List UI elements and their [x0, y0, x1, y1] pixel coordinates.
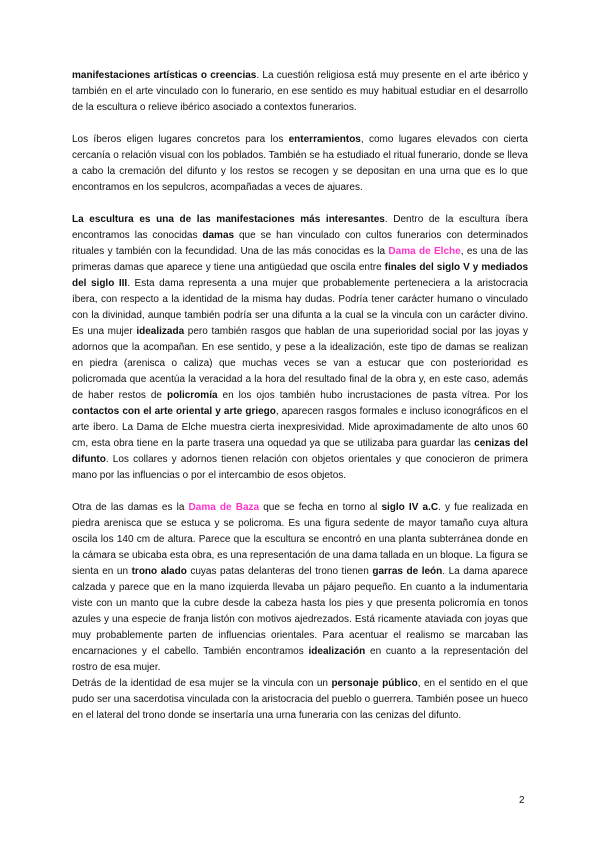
bold-phrase: siglo IV a.C: [381, 502, 439, 513]
text-run: Otra de las damas es la: [72, 502, 189, 513]
highlight-dama-de-baza: Dama de Baza: [188, 502, 260, 513]
text-run: Los íberos eligen lugares concretos para los: [72, 134, 289, 145]
text-run: , es una de las primeras damas que aparece y tiene una antigüedad que oscila entre: [72, 246, 529, 273]
text-run: pero también rasgos que hablan de una superioridad social por las joyas y adornos que la acompañan. En ese sentido, y pese a la idealización, este tipo de damas se realizan en piedra (arenisca o caliza) que muchas veces se van a estucar que con posterioridad es policromada que acentúa la veracidad a la hora del resultado final de la obra y, en este caso, además de haber restos de: [72, 326, 528, 401]
text-run: , en el sentido en el que pudo ser una sacerdotisa vinculada con la aristocracia del pueblo o guerrera. También posee un hueco en el lateral del trono donde se insertaría una urna funeraria con las cenizas del difunto.: [72, 678, 529, 721]
text-run: . Dentro de la escultura íbera encontramos las conocidas: [72, 214, 528, 241]
text-run: cuyas patas delanteras del trono tienen: [186, 566, 373, 577]
bold-phrase: enterramientos: [288, 134, 361, 145]
bold-phrase: cenizas del difunto: [72, 438, 529, 465]
text-run: . La dama aparece calzada y parece que en la mano izquierda llevaba un pájaro pequeño. En cuanto a la indumentaria viste con un manto que la cubre desde la cabeza hasta los pies y que presenta policromía en tonos azules y una especie de franja listón con motivos ajedrezados. Está ricamente ataviada con joyas que muy probablemente parten de influencias orientales. Para acentuar el realismo se marcaban las encarnaciones y el cabello. También encontramos: [72, 566, 528, 657]
paragraph-personaje-publico: [72, 676, 528, 724]
bold-phrase: manifestaciones artísticas o creencias: [72, 70, 257, 81]
document-page: [72, 68, 528, 724]
bold-phrase: idealización: [308, 646, 366, 657]
text-run: en cuanto a la representación del rostro de esa mujer.: [72, 646, 528, 673]
paragraph-dama-de-elche: [72, 212, 528, 484]
bold-phrase: trono alado: [131, 566, 187, 577]
bold-phrase: finales del siglo V y mediados del siglo III: [72, 262, 529, 289]
page-number: 2: [519, 795, 525, 806]
bold-phrase: La escultura es una de las manifestaciones más interesantes: [72, 214, 385, 225]
text-run: . La cuestión religiosa está muy presente en el arte ibérico y también en el arte vinculado con lo funerario, en ese sentido es muy habitual estudiar en el desarrollo de la escultura o relieve ibérico asociado a contextos funerarios.: [72, 70, 528, 113]
text-run: en los ojos también hubo incrustaciones de pasta vítrea. Por los: [217, 390, 528, 401]
text-run: Detrás de la identidad de esa mujer se la vincula con un: [72, 678, 332, 689]
paragraph-burials: [72, 132, 528, 196]
bold-phrase: garras de león: [372, 566, 443, 577]
text-run: que se fecha en torno al: [259, 502, 382, 513]
paragraph-religion: [72, 68, 528, 116]
text-run: . y fue realizada en piedra arenisca que se estuca y se policroma. Es una figura sedente de mayor tamaño cuya altura oscila los 140 cm de altura. Parece que la escultura se encontró en una planta subterránea donde en la cámara se ubicaba esta obra, es una representación de una dama tallada en un bloque. La figura se sienta en un: [72, 502, 529, 577]
bold-phrase: policromía: [166, 390, 218, 401]
text-run: , como lugares elevados con cierta cercanía o relación visual con los poblados. También se ha estudiado el ritual funerario, donde se lleva a cabo la cremación del difunto y los restos se recogen y se depositan en una urna que es lo que encontramos en los sepulcros, acompañadas a veces de ajuares.: [72, 134, 528, 193]
bold-phrase: idealizada: [136, 326, 185, 337]
text-run: . Esta dama representa a una mujer que probablemente perteneciera a la aristocracia íbera, con respecto a la identidad de la misma hay dudas. Podría tener carácter humano o vinculado con la divinidad, aunque también podría ser una difunta a la cual se la vincula con un carácter divino. Es una mujer: [72, 278, 528, 337]
bold-phrase: contactos con el arte oriental y arte griego: [72, 406, 276, 417]
bold-phrase: personaje público: [331, 678, 418, 689]
text-run: , aparecen rasgos formales e incluso iconográficos en el arte íbero. La Dama de Elche muestra cierta inexpresividad. Mide aproximadamente de alto unos 60 cm, esta obra tiene en la parte trasera una oquedad ya que se utilizaba para guardar las: [72, 406, 528, 449]
paragraph-dama-de-baza: [72, 500, 528, 676]
highlight-dama-de-elche: Dama de Elche: [388, 246, 461, 257]
text-run: que se han vinculado con cultos funerarios con determinados rituales y también con la fecundidad. Una de las más conocidas es la: [72, 230, 528, 257]
bold-phrase: damas: [202, 230, 235, 241]
text-run: . Los collares y adornos tienen relación con objetos orientales y que conocieron de primera mano por las influencias o por el intercambio de esos objetos.: [72, 454, 528, 481]
